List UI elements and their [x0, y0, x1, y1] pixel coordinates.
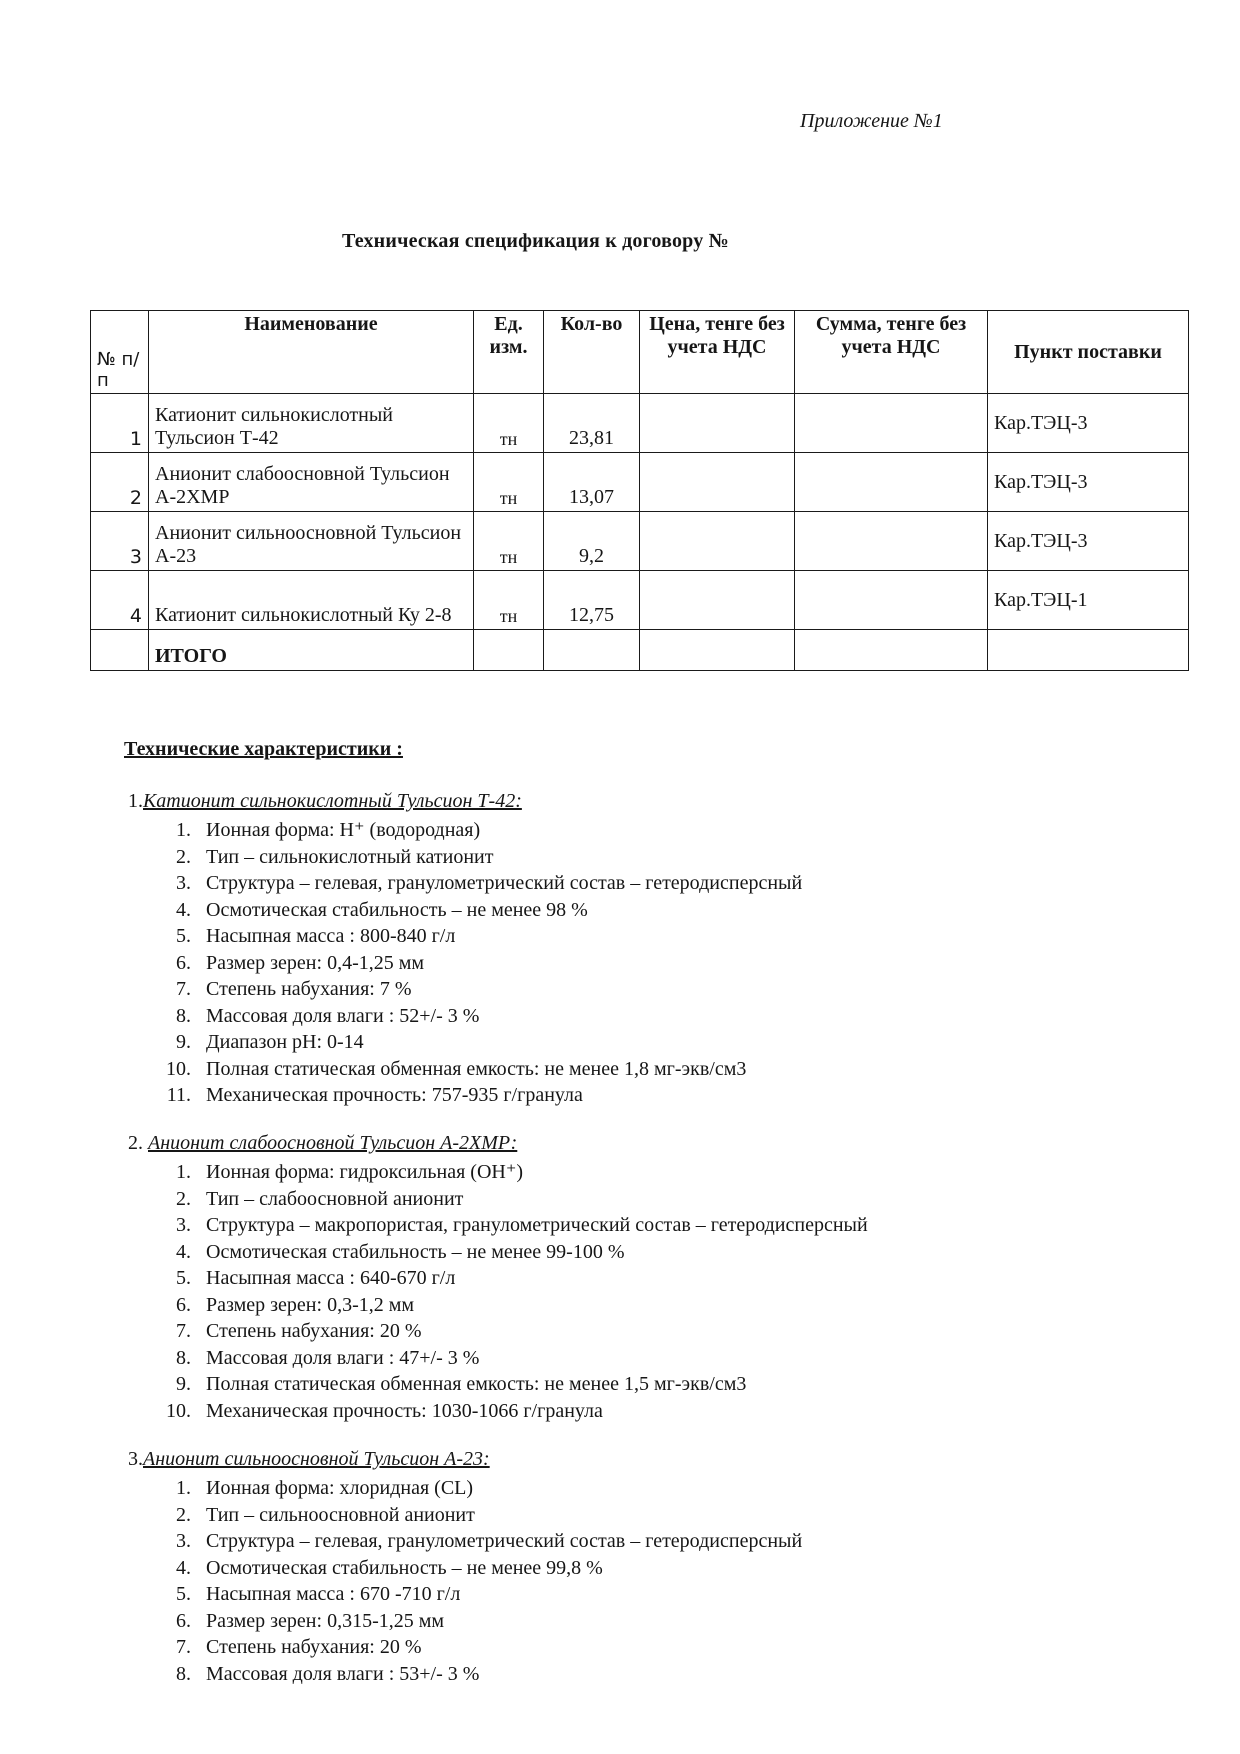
header-point: Пункт поставки [988, 311, 1189, 394]
list-item: 3. Структура – гелевая, гранулометрический состав – гетеродисперсный [196, 870, 802, 897]
row-unit: тн [474, 453, 544, 512]
row-name: Анионит слабоосновной Тульсион А-2ХМР [149, 453, 474, 512]
total-unit-cell [474, 630, 544, 671]
row-sum [795, 512, 988, 571]
list-item: 5. Насыпная масса : 640-670 г/л [196, 1265, 868, 1292]
header-qty: Кол-во [544, 311, 640, 394]
specification-table [90, 310, 1189, 671]
list-item: 7. Степень набухания: 20 % [196, 1318, 868, 1345]
row-price [640, 571, 795, 630]
table-row [91, 394, 1189, 453]
row-point: Кар.ТЭЦ-3 [988, 512, 1189, 571]
row-price [640, 512, 795, 571]
list-item: 2. Тип – слабоосновной анионит [196, 1186, 868, 1213]
row-num: 4 [91, 571, 149, 630]
row-name: Катионит сильнокислотный Тульсион Т-42 [149, 394, 474, 453]
header-unit: Ед. изм. [474, 311, 544, 394]
product-spec-list [128, 817, 802, 1109]
product-title: Катионит сильнокислотный Тульсион Т-42: [143, 790, 522, 812]
row-unit: тн [474, 571, 544, 630]
list-item: 8. Массовая доля влаги : 47+/- 3 % [196, 1345, 868, 1372]
header-name: Наименование [149, 311, 474, 394]
list-item: 2. Тип – сильноосновной анионит [196, 1502, 802, 1529]
product-title-3 [128, 1448, 802, 1471]
list-item: 1. Ионная форма: гидроксильная (OH⁺) [196, 1159, 868, 1186]
row-price [640, 394, 795, 453]
list-item: 4. Осмотическая стабильность – не менее 99,8 % [196, 1555, 802, 1582]
header-price: Цена, тенге без учета НДС [640, 311, 795, 394]
list-item: 2. Тип – сильнокислотный катионит [196, 844, 802, 871]
product-spec-list [128, 1475, 802, 1687]
total-label: ИТОГО [149, 630, 474, 671]
table-row [91, 512, 1189, 571]
total-qty-cell [544, 630, 640, 671]
list-item: 7. Степень набухания: 7 % [196, 976, 802, 1003]
list-item: 6. Размер зерен: 0,315-1,25 мм [196, 1608, 802, 1635]
product-number: 2. [128, 1132, 143, 1154]
row-num: 2 [91, 453, 149, 512]
appendix-label: Приложение №1 [800, 110, 943, 132]
table-row [91, 571, 1189, 630]
table-row [91, 453, 1189, 512]
product-title: Анионит сильноосновной Тульсион А-23: [143, 1448, 490, 1470]
row-point: Кар.ТЭЦ-1 [988, 571, 1189, 630]
document-title: Техническая спецификация к договору № [342, 230, 729, 252]
total-sum-cell [795, 630, 988, 671]
product-number: 3. [128, 1448, 143, 1470]
table-header-row [91, 311, 1189, 394]
row-num: 3 [91, 512, 149, 571]
product-section-3 [128, 1448, 802, 1687]
row-unit: тн [474, 512, 544, 571]
row-price [640, 453, 795, 512]
total-row [91, 630, 1189, 671]
list-item: 6. Размер зерен: 0,4-1,25 мм [196, 950, 802, 977]
row-unit: тн [474, 394, 544, 453]
product-section-2 [128, 1132, 868, 1424]
list-item: 9. Полная статическая обменная емкость: не менее 1,5 мг-экв/см3 [196, 1371, 868, 1398]
list-item: 9. Диапазон pH: 0-14 [196, 1029, 802, 1056]
header-num: № п/п [91, 311, 149, 394]
list-item: 3. Структура – макропористая, гранулометрический состав – гетеродисперсный [196, 1212, 868, 1239]
list-item: 10. Механическая прочность: 1030-1066 г/гранула [196, 1398, 868, 1425]
total-price-cell [640, 630, 795, 671]
total-point-cell [988, 630, 1189, 671]
row-point: Кар.ТЭЦ-3 [988, 394, 1189, 453]
total-num-cell [91, 630, 149, 671]
list-item: 11. Механическая прочность: 757-935 г/гранула [196, 1082, 802, 1109]
list-item: 10. Полная статическая обменная емкость: не менее 1,8 мг-экв/см3 [196, 1056, 802, 1083]
row-name: Катионит сильнокислотный Ку 2-8 [149, 571, 474, 630]
row-qty: 13,07 [544, 453, 640, 512]
row-point: Кар.ТЭЦ-3 [988, 453, 1189, 512]
product-spec-list [128, 1159, 868, 1424]
list-item: 5. Насыпная масса : 670 -710 г/л [196, 1581, 802, 1608]
list-item: 6. Размер зерен: 0,3-1,2 мм [196, 1292, 868, 1319]
row-sum [795, 571, 988, 630]
product-section-1 [128, 790, 802, 1109]
list-item: 1. Ионная форма: хлоридная (CL) [196, 1475, 802, 1502]
row-sum [795, 394, 988, 453]
list-item: 4. Осмотическая стабильность – не менее 98 % [196, 897, 802, 924]
list-item: 8. Массовая доля влаги : 52+/- 3 % [196, 1003, 802, 1030]
product-title: Анионит слабоосновной Тульсион А-2ХМР: [148, 1132, 518, 1154]
list-item: 4. Осмотическая стабильность – не менее 99-100 % [196, 1239, 868, 1266]
row-qty: 23,81 [544, 394, 640, 453]
row-sum [795, 453, 988, 512]
product-title-1 [128, 790, 802, 813]
row-num: 1 [91, 394, 149, 453]
row-qty: 12,75 [544, 571, 640, 630]
header-sum: Сумма, тенге без учета НДС [795, 311, 988, 394]
list-item: 5. Насыпная масса : 800-840 г/л [196, 923, 802, 950]
row-name: Анионит сильноосновной Тульсион А-23 [149, 512, 474, 571]
list-item: 3. Структура – гелевая, гранулометрический состав – гетеродисперсный [196, 1528, 802, 1555]
product-number: 1. [128, 790, 143, 812]
list-item: 8. Массовая доля влаги : 53+/- 3 % [196, 1661, 802, 1688]
specs-heading: Технические характеристики : [124, 738, 403, 760]
row-qty: 9,2 [544, 512, 640, 571]
list-item: 1. Ионная форма: H⁺ (водородная) [196, 817, 802, 844]
product-title-2 [128, 1132, 868, 1155]
list-item: 7. Степень набухания: 20 % [196, 1634, 802, 1661]
